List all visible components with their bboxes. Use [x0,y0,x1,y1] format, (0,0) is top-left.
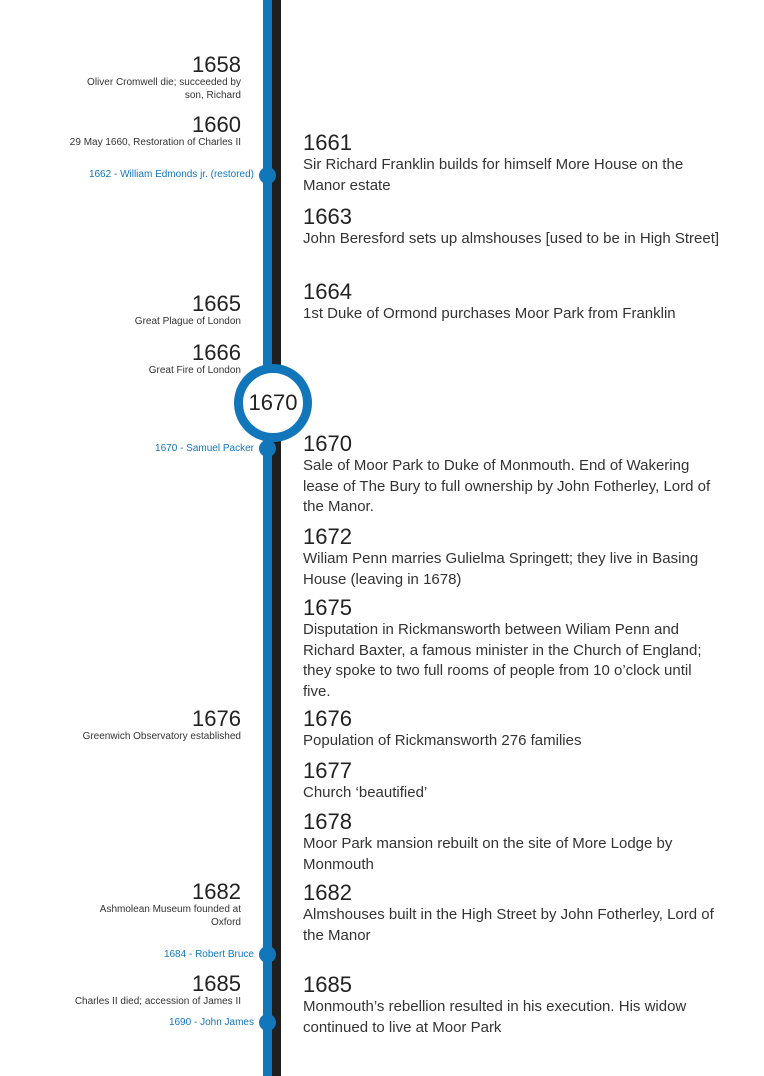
event-text: Oliver Cromwell die; succeeded by son, Richard [87,77,241,101]
timeline-dot [259,440,276,457]
event-year: 1658 [192,52,241,77]
event-year: 1661 [303,130,352,155]
event-year: 1682 [192,879,241,904]
event-year: 1664 [303,279,352,304]
event-text: Greenwich Observatory established [82,731,241,742]
event-text: Wiliam Penn marries Gulielma Springett; they live in Basing House (leaving in 1678) [303,550,699,588]
event-year: 1677 [303,758,352,783]
right-event [303,880,723,946]
event-year: 1675 [303,595,352,620]
event-text: Ashmolean Museum founded at Oxford [99,904,241,928]
event-year: 1676 [303,706,352,731]
right-event [303,758,723,804]
event-year: 1676 [192,706,241,731]
right-event [303,706,723,752]
event-year: 1678 [303,809,352,834]
event-text: John Beresford sets up almshouses [used to be in High Street] [303,230,720,247]
event-text: Charles II died; accession of James II [74,996,241,1007]
right-event [303,204,723,250]
event-text: Population of Rickmansworth 276 families [303,732,582,749]
right-event [303,595,723,702]
event-year: 1666 [192,340,241,365]
event-text: Great Plague of London [134,316,241,327]
event-text: Almshouses built in the High Street by John Fotherley, Lord of the Manor [303,906,714,944]
left-event [41,706,241,744]
event-text: Great Fire of London [148,365,241,376]
right-event [303,431,723,518]
right-event [303,524,723,590]
event-text: Monmouth’s rebellion resulted in his execution. His widow continued to live at Moor Park [303,998,687,1036]
event-year: 1685 [303,972,352,997]
event-year: 1663 [303,204,352,229]
event-text: Sale of Moor Park to Duke of Monmouth. End of Wakering lease of The Bury to full ownership by John Fotherley, Lord of the Manor. [303,457,711,515]
rector-label: 1662 - William Edmonds jr. (restored) [88,169,254,180]
timeline-line-blue [263,0,272,1076]
event-text: Disputation in Rickmansworth between Wiliam Penn and Richard Baxter, a famous minister in the Church of England; they spoke to two full rooms of people from 10 o’clock until five. [303,621,702,700]
timeline-dot [259,1014,276,1031]
right-event [303,809,723,875]
right-event [303,279,723,325]
event-year: 1670 [303,431,352,456]
rector-label: 1670 - Samuel Packer [155,443,254,454]
milestone-year: 1670 [248,390,298,415]
rector-label: 1684 - Robert Bruce [163,949,254,960]
rector-label: 1690 - John James [168,1017,254,1028]
timeline-dot [259,167,276,184]
right-event [303,130,723,196]
event-year: 1672 [303,524,352,549]
left-event [41,52,241,102]
left-event [41,340,241,378]
left-event [41,291,241,329]
left-event [41,879,241,929]
left-event [11,112,241,150]
event-text: 1st Duke of Ormond purchases Moor Park from Franklin [303,305,676,322]
event-text: Moor Park mansion rebuilt on the site of More Lodge by Monmouth [303,835,673,873]
event-text: 29 May 1660, Restoration of Charles II [69,137,241,148]
right-event [303,972,723,1038]
event-text: Church ‘beautified’ [303,784,428,801]
event-year: 1685 [192,971,241,996]
timeline-line-black [272,0,281,1076]
timeline-dot [259,946,276,963]
left-event [41,971,241,1009]
event-year: 1682 [303,880,352,905]
milestone-circle [234,364,312,442]
event-year: 1665 [192,291,241,316]
event-year: 1660 [192,112,241,137]
event-text: Sir Richard Franklin builds for himself More House on the Manor estate [303,156,684,194]
